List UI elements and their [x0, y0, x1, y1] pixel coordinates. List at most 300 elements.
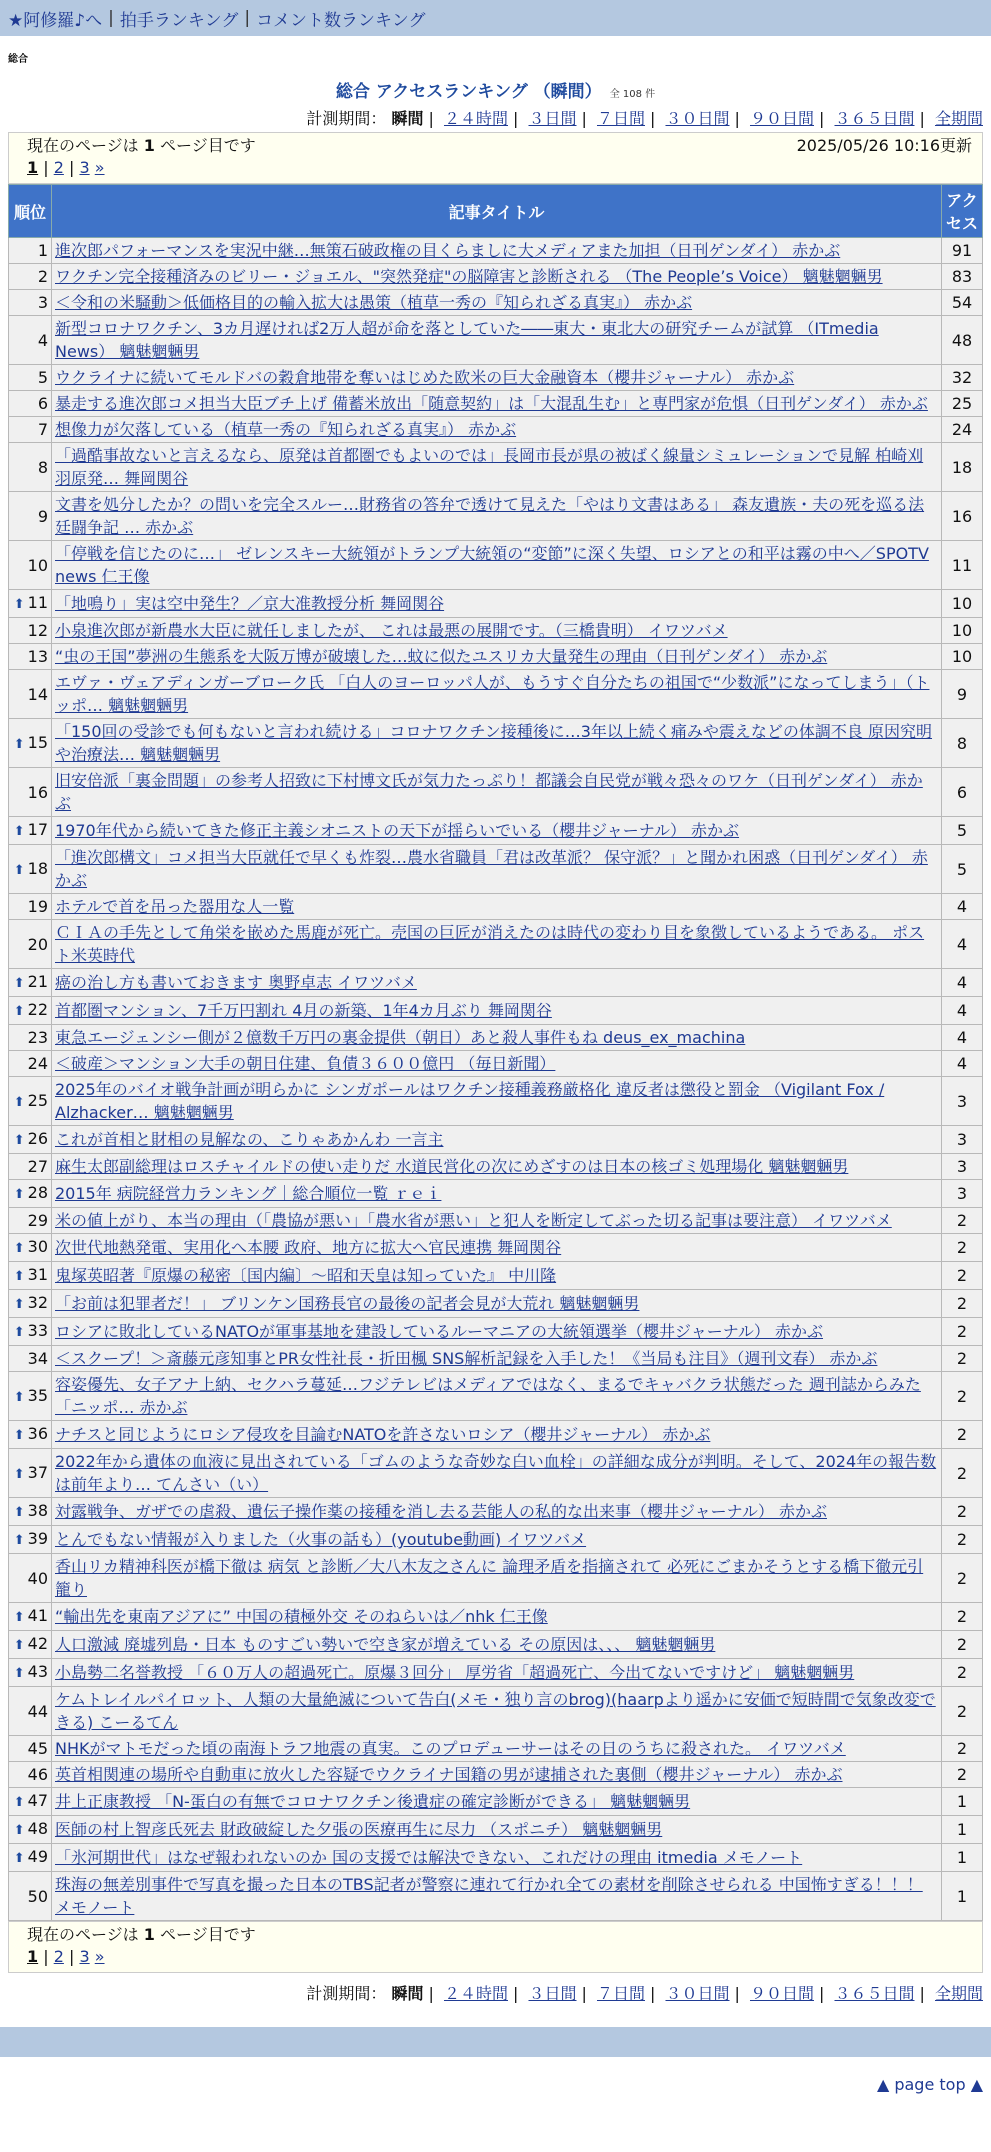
access-count: 2	[942, 1234, 983, 1262]
rank-number: 4	[37, 330, 48, 350]
rank-number: 20	[27, 934, 48, 954]
access-count: 18	[942, 443, 983, 492]
article-link[interactable]: ナチスと同じようにロシア侵攻を目論むNATOを許さないロシア（櫻井ジャーナル） 赤かぶ	[55, 1425, 711, 1444]
title-cell	[52, 541, 942, 590]
rank-cell	[9, 719, 52, 768]
rank-number: 27	[27, 1157, 48, 1176]
rank-up-arrow-icon: ⬆	[13, 1795, 25, 1810]
table-row	[9, 264, 983, 290]
rank-up-arrow-icon: ⬆	[13, 1094, 25, 1110]
rank-number: 3	[37, 293, 48, 312]
access-count: 3	[942, 1126, 983, 1154]
title-cell	[52, 768, 942, 817]
article-link[interactable]: ロシアに敗北しているNATOが軍事基地を建設しているルーマニアの大統領選挙（櫻井ジャーナル） 赤かぶ	[55, 1322, 824, 1341]
access-count: 1	[942, 1872, 983, 1921]
page-indicator: 現在のページは 1 ページ目です	[27, 136, 256, 155]
home-link[interactable]: ★阿修羅♪へ	[8, 10, 103, 31]
access-count: 2	[942, 1372, 983, 1421]
rank-number: 29	[27, 1211, 48, 1230]
rank-number: 25	[27, 1090, 48, 1110]
page-1-current: 1	[27, 158, 39, 177]
period-all-link[interactable]: 全期間	[934, 109, 983, 128]
rank-cell	[9, 1526, 52, 1554]
pager-top	[8, 132, 983, 184]
table-row	[9, 1762, 983, 1788]
rank-cell	[9, 1180, 52, 1208]
rank-up-arrow-icon: ⬆	[13, 1466, 25, 1482]
title-cell	[52, 1736, 942, 1762]
period-selector-bottom: 計測期間： 瞬間 | ２４時間 | ３日間 | ７日間 | ３０日間 | ９０日間 | ３６５日間 | 全期間	[306, 1984, 983, 2003]
table-row	[9, 670, 983, 719]
article-link[interactable]: これが首相と財相の見解なの、こりゃあかんわ 一言主	[55, 1130, 444, 1149]
access-count: 2	[942, 1208, 983, 1234]
rank-number: 28	[27, 1183, 48, 1202]
rank-cell	[9, 316, 52, 365]
table-row	[9, 920, 983, 969]
access-count: 2	[942, 1449, 983, 1498]
rank-number: 13	[27, 647, 48, 666]
article-link[interactable]: 「150回の受診でも何もないと言われ続ける」コロナワクチン接種後に…3年以上続く痛みや震えなどの体調不良 原因究明や治療法… 魑魅魍魎男	[55, 722, 933, 764]
rank-cell	[9, 492, 52, 541]
rank-cell	[9, 365, 52, 391]
period-selector-top: 計測期間： 瞬間 | ２４時間 | ３日間 | ７日間 | ３０日間 | ９０日間 | ３６５日間 | 全期間	[306, 109, 983, 128]
rank-number: 50	[27, 1886, 48, 1906]
table-row	[9, 618, 983, 644]
title-cell	[52, 1372, 942, 1421]
table-row	[9, 492, 983, 541]
header-access: アクセス	[942, 185, 983, 238]
access-count: 8	[942, 719, 983, 768]
article-link[interactable]: 進次郎パフォーマンスを実況中継…無策石破政権の目くらましに大メディアまた加担（日刊ゲンダイ） 赤かぶ	[55, 241, 841, 260]
title-cell	[52, 1421, 942, 1449]
rank-cell	[9, 1788, 52, 1816]
rank-cell	[9, 894, 52, 920]
table-row	[9, 817, 983, 845]
rank-number: 45	[27, 1739, 48, 1758]
next-page-link[interactable]: »	[94, 1947, 105, 1966]
access-count: 54	[942, 290, 983, 316]
title-cell	[52, 1318, 942, 1346]
access-count: 5	[942, 817, 983, 845]
breadcrumb: 総合	[8, 54, 28, 65]
table-row	[9, 1788, 983, 1816]
title-cell	[52, 492, 942, 541]
page-2-link[interactable]: 2	[53, 1947, 64, 1966]
ranking-table-body	[9, 238, 983, 1921]
article-link[interactable]: ケムトレイルパイロット、人類の大量絶滅について告白(メモ・独り言のbrog)(haarpより遥かに安価で短時間で気象改変できる) こーるてん	[55, 1690, 936, 1732]
title-cell	[52, 920, 942, 969]
table-row	[9, 290, 983, 316]
article-link[interactable]: 「地鳴り」実は空中発生？／京大准教授分析 舞岡関谷	[55, 594, 445, 613]
title-cell	[52, 1526, 942, 1554]
access-count: 2	[942, 1421, 983, 1449]
table-row	[9, 443, 983, 492]
access-count: 1	[942, 1844, 983, 1872]
title-cell	[52, 1234, 942, 1262]
article-link[interactable]: 容姿優先、女子アナ上納、セクハラ蔓延…フジテレビはメディアではなく、まるでキャバクラ状態だった 週刊誌からみた「ニッポ… 赤かぶ	[55, 1375, 921, 1417]
period-24h-link[interactable]: ２４時間	[443, 1984, 508, 2003]
table-row	[9, 1421, 983, 1449]
article-link[interactable]: ＜破産＞マンション大手の朝日住建、負債３６００億円 （毎日新聞）	[55, 1054, 556, 1073]
article-link[interactable]: 「氷河期世代」はなぜ報われないのか 国の支援では解決できない、これだけの理由 itmedia メモノート	[55, 1848, 803, 1867]
rank-cell	[9, 1659, 52, 1687]
header-rank: 順位	[9, 185, 52, 238]
rank-number: 37	[27, 1462, 48, 1482]
rank-number: 14	[27, 684, 48, 704]
title-cell	[52, 1498, 942, 1526]
title-cell	[52, 817, 942, 845]
period-label: 計測期間：	[306, 1984, 387, 2003]
rank-number: 16	[27, 782, 48, 802]
access-count: 2	[942, 1346, 983, 1372]
article-link[interactable]: とんでもない情報が入りました（火事の話も）(youtube動画) イワツバメ	[55, 1530, 587, 1549]
article-link[interactable]: 1970年代から続いてきた修正主義シオニストの天下が揺らいでいる（櫻井ジャーナル） 赤かぶ	[55, 821, 740, 840]
period-3d-link[interactable]: ３日間	[528, 109, 577, 128]
title-cell	[52, 644, 942, 670]
rank-cell	[9, 817, 52, 845]
rank-number: 35	[27, 1385, 48, 1405]
article-link[interactable]: 米の値上がり、本当の理由（「農協が悪い」「農水省が悪い」と犯人を断定してぶった切る記事は要注意） イワツバメ	[55, 1211, 892, 1230]
access-count: 1	[942, 1816, 983, 1844]
access-count: 16	[942, 492, 983, 541]
title-cell	[52, 1449, 942, 1498]
rank-cell	[9, 1421, 52, 1449]
rank-number: 23	[27, 1028, 48, 1047]
page-title-text: 総合 アクセスランキング （瞬間）	[335, 82, 602, 102]
article-link[interactable]: 旧安倍派「裏金問題」の参考人招致に下村博文氏が気力たっぷり！都議会自民党が戦々恐々のワケ（日刊ゲンダイ） 赤かぶ	[55, 771, 923, 813]
rank-number: 2	[37, 267, 48, 286]
header-title: 記事タイトル	[52, 185, 942, 238]
table-row	[9, 1290, 983, 1318]
table-row	[9, 1631, 983, 1659]
article-link[interactable]: 東急エージェンシー側が２億数千万円の裏金提供（朝日）あと殺人事件もね deus_ex_machina	[55, 1028, 746, 1047]
rank-cell	[9, 1208, 52, 1234]
access-count: 2	[942, 1290, 983, 1318]
rank-up-arrow-icon: ⬆	[13, 862, 25, 878]
rank-cell	[9, 969, 52, 997]
article-link[interactable]: 医師の村上智彦氏死去 財政破綻した夕張の医療再生に尽力 （スポニチ） 魑魅魍魎男	[55, 1820, 663, 1839]
title-cell	[52, 618, 942, 644]
article-link[interactable]: エヴァ・ヴェアディンガーブローク氏 「白人のヨーロッパ人が、もうすぐ自分たちの祖国で“少数派”になってしまう」（トッポ… 魑魅魍魎男	[55, 673, 930, 715]
page-title	[8, 77, 983, 102]
title-cell	[52, 365, 942, 391]
rank-up-arrow-icon: ⬆	[13, 1297, 25, 1312]
table-row	[9, 1051, 983, 1077]
rank-cell	[9, 768, 52, 817]
article-link[interactable]: 2022年から遺体の血液に見出されている「ゴムのような奇妙な白い血栓」の詳細な成分が判明。そして、2024年の報告数は前年より… てんさい（い）	[55, 1452, 937, 1494]
pagination: 1 | 2 | 3 »	[27, 158, 105, 177]
table-row	[9, 1687, 983, 1736]
table-row	[9, 417, 983, 443]
access-count: 6	[942, 768, 983, 817]
article-link[interactable]: 文書を処分したか？の問いを完全スルー…財務省の答弁で透けて見えた「やはり文書はある」 森友遺族・夫の死を巡る法廷闘争記 … 赤かぶ	[55, 495, 925, 537]
rank-cell	[9, 845, 52, 894]
page-top-link[interactable]: ▲ page top ▲	[876, 2075, 983, 2094]
article-link[interactable]: ＣＩＡの手先として角栄を嵌めた馬鹿が死亡。売国の巨匠が消えたのは時代の変わり目を象徴しているようである。 ポスト米英時代	[55, 923, 925, 965]
rank-cell	[9, 618, 52, 644]
table-row	[9, 238, 983, 264]
title-cell	[52, 1180, 942, 1208]
title-cell	[52, 1346, 942, 1372]
table-row	[9, 997, 983, 1025]
access-count: 83	[942, 264, 983, 290]
nav-separator: |	[108, 8, 114, 28]
rank-cell	[9, 1449, 52, 1498]
article-link[interactable]: 「停戦を信じたのに…」 ゼレンスキー大統領がトランプ大統領の“変節”に深く失望、ロシアとの和平は霧の中へ／SPOTV news 仁王像	[55, 544, 929, 586]
table-row	[9, 1526, 983, 1554]
rank-number: 49	[27, 1847, 48, 1866]
title-cell	[52, 969, 942, 997]
rank-cell	[9, 590, 52, 618]
applause-ranking-link[interactable]: 拍手ランキング	[119, 10, 239, 31]
period-24h-link[interactable]: ２４時間	[443, 109, 508, 128]
article-link[interactable]: 暴走する進次郎コメ担当大臣ブチ上げ 備蓄米放出「随意契約」は「大混乱生む」と専門家が危惧（日刊ゲンダイ） 赤かぶ	[55, 394, 928, 413]
access-count: 2	[942, 1631, 983, 1659]
rank-number: 18	[27, 858, 48, 878]
rank-number: 12	[27, 621, 48, 640]
article-link[interactable]: ＜令和の米騒動＞低価格目的の輸入拡大は愚策（植草一秀の『知られざる真実』） 赤かぶ	[55, 293, 693, 312]
rank-up-arrow-icon: ⬆	[13, 1133, 25, 1148]
page-indicator-bottom: 現在のページは 1 ページ目です	[27, 1925, 256, 1944]
rank-number: 21	[27, 972, 48, 991]
title-cell	[52, 1687, 942, 1736]
page-2-link[interactable]: 2	[53, 158, 64, 177]
access-count: 11	[942, 541, 983, 590]
access-count: 48	[942, 316, 983, 365]
rank-cell	[9, 1762, 52, 1788]
article-link[interactable]: 小泉進次郎が新農水大臣に就任しましたが、 これは最悪の展開です。（三橋貴明） イワツバメ	[55, 621, 728, 640]
access-count: 2	[942, 1498, 983, 1526]
rank-number: 47	[27, 1791, 48, 1810]
table-row	[9, 969, 983, 997]
access-count: 2	[942, 1762, 983, 1788]
top-navigation-bar	[0, 0, 991, 36]
article-link[interactable]: 人口激減 廃墟列島・日本 ものすごい勢いで空き家が増えている その原因は、、、 魑魅魍魎男	[55, 1635, 716, 1654]
title-cell	[52, 1208, 942, 1234]
access-count: 10	[942, 644, 983, 670]
period-7d-link[interactable]: ７日間	[596, 1984, 645, 2003]
article-link[interactable]: 「お前は犯罪者だ！」 ブリンケン国務長官の最後の記者会見が大荒れ 魑魅魍魎男	[55, 1294, 640, 1313]
table-row	[9, 1180, 983, 1208]
article-link[interactable]: 「進次郎構文」コメ担当大臣就任で早くも炸裂…農水省職員「君は改革派？ 保守派？」と聞かれ困惑（日刊ゲンダイ） 赤かぶ	[55, 848, 928, 890]
table-row	[9, 365, 983, 391]
rank-cell	[9, 1051, 52, 1077]
rank-cell	[9, 290, 52, 316]
access-count: 2	[942, 1659, 983, 1687]
table-row	[9, 1449, 983, 1498]
rank-cell	[9, 1872, 52, 1921]
table-row	[9, 1077, 983, 1126]
rank-up-arrow-icon: ⬆	[13, 1269, 25, 1284]
table-row	[9, 1603, 983, 1631]
rank-number: 19	[27, 897, 48, 916]
table-row	[9, 1844, 983, 1872]
page-3-link[interactable]: 3	[79, 158, 90, 177]
article-link[interactable]: 想像力が欠落している（植草一秀の『知られざる真実』） 赤かぶ	[55, 420, 517, 439]
nav-separator: |	[244, 8, 251, 28]
rank-up-arrow-icon: ⬆	[13, 1610, 25, 1625]
page-top	[0, 2075, 991, 2094]
article-link[interactable]: 鬼塚英昭著『原爆の秘密〔国内編〕～昭和天皇は知っていた』 中川隆	[55, 1266, 557, 1285]
table-row	[9, 1659, 983, 1687]
rank-number: 15	[27, 732, 48, 752]
article-link[interactable]: 対露戦争、ガザでの虐殺、遺伝子操作薬の接種を消し去る芸能人の私的な出来事（櫻井ジャーナル） 赤かぶ	[55, 1502, 827, 1521]
table-row	[9, 719, 983, 768]
table-row	[9, 845, 983, 894]
rank-cell	[9, 644, 52, 670]
access-count: 4	[942, 1051, 983, 1077]
rank-number: 44	[27, 1701, 48, 1721]
title-cell	[52, 1126, 942, 1154]
rank-cell	[9, 264, 52, 290]
comment-ranking-link[interactable]: コメント数ランキング	[256, 10, 426, 31]
rank-up-arrow-icon: ⬆	[13, 1389, 25, 1405]
rank-number: 9	[37, 506, 48, 526]
item-count: 全 108 件	[609, 89, 656, 100]
rank-number: 8	[37, 457, 48, 477]
table-row	[9, 391, 983, 417]
article-link[interactable]: 「過酷事故ないと言えるなら、原発は首都圏でもよいのでは」長岡市長が県の被ばく線量シミュレーションで見解 柏崎刈羽原発… 舞岡関谷	[55, 446, 924, 488]
rank-number: 46	[27, 1765, 48, 1784]
access-count: 2	[942, 1736, 983, 1762]
rank-number: 22	[27, 1000, 48, 1019]
article-link[interactable]: “虫の王国”夢洲の生態系を大阪万博が破壊した…蚊に似たユスリカ大量発生の理由（日刊ゲンダイ） 赤かぶ	[55, 647, 828, 666]
period-3d-link[interactable]: ３日間	[528, 1984, 577, 2003]
rank-number: 32	[27, 1293, 48, 1312]
period-365d-link[interactable]: ３６５日間	[834, 1984, 915, 2003]
access-count: 4	[942, 894, 983, 920]
title-cell	[52, 417, 942, 443]
title-cell	[52, 719, 942, 768]
next-page-link[interactable]: »	[94, 158, 105, 177]
rank-number: 34	[27, 1349, 48, 1368]
article-link[interactable]: ワクチン完全接種済みのビリー・ジョエル、"突然発症"の脳障害と診断される （The People’s Voice） 魑魅魍魎男	[55, 267, 883, 286]
title-cell	[52, 1631, 942, 1659]
article-link[interactable]: 井上正康教授 「N-蛋白の有無でコロナワクチン後遺症の確定診断ができる」 魑魅魍魎男	[55, 1792, 691, 1811]
table-row	[9, 1498, 983, 1526]
rank-cell	[9, 670, 52, 719]
title-cell	[52, 1262, 942, 1290]
rank-cell	[9, 1687, 52, 1736]
rank-cell	[9, 1498, 52, 1526]
rank-up-arrow-icon: ⬆	[13, 1851, 25, 1866]
rank-number: 31	[27, 1265, 48, 1284]
access-count: 9	[942, 670, 983, 719]
title-cell	[52, 443, 942, 492]
title-cell	[52, 1077, 942, 1126]
title-cell	[52, 1816, 942, 1844]
article-link[interactable]: 英首相関連の場所や自動車に放火した容疑でウクライナ国籍の男が逮捕された裏側（櫻井ジャーナル） 赤かぶ	[55, 1765, 843, 1784]
table-row	[9, 1318, 983, 1346]
article-link[interactable]: 2015年 病院経営力ランキング｜総合順位一覧 ｒｅｉ	[55, 1184, 442, 1203]
title-cell	[52, 845, 942, 894]
rank-cell	[9, 997, 52, 1025]
period-30d-link[interactable]: ３０日間	[665, 1984, 730, 2003]
title-cell	[52, 1844, 942, 1872]
rank-up-arrow-icon: ⬆	[13, 1638, 25, 1653]
period-30d-link[interactable]: ３０日間	[665, 109, 730, 128]
period-all-link[interactable]: 全期間	[934, 1984, 983, 2003]
access-count: 2	[942, 1526, 983, 1554]
article-link[interactable]: ウクライナに続いてモルドバの穀倉地帯を奪いはじめた欧米の巨大金融資本（櫻井ジャーナル） 赤かぶ	[55, 368, 795, 387]
title-cell	[52, 1554, 942, 1603]
rank-number: 11	[27, 593, 48, 612]
article-link[interactable]: NHKがマトモだった頃の南海トラフ地震の真実。このプロデューサーはその日のうちに殺された。 イワツバメ	[55, 1739, 846, 1758]
title-cell	[52, 290, 942, 316]
rank-cell	[9, 920, 52, 969]
article-link[interactable]: 珠海の無差別事件で写真を撮った日本のTBS記者が警察に連れて行かれ全ての素材を削除させられる 中国怖すぎる！！！ メモノート	[55, 1875, 923, 1917]
period-365d-link[interactable]: ３６５日間	[834, 109, 915, 128]
access-count: 10	[942, 590, 983, 618]
title-cell	[52, 1872, 942, 1921]
access-count: 4	[942, 997, 983, 1025]
access-count: 3	[942, 1154, 983, 1180]
table-row	[9, 1816, 983, 1844]
article-link[interactable]: 小島勢二名誉教授 「６０万人の超過死亡。原爆３回分」 厚労省「超過死亡、今出てないですけど」 魑魅魍魎男	[55, 1663, 855, 1682]
pagination-bottom: 1 | 2 | 3 »	[27, 1947, 105, 1966]
rank-cell	[9, 391, 52, 417]
rank-up-arrow-icon: ⬆	[13, 824, 25, 839]
table-row	[9, 1025, 983, 1051]
article-link[interactable]: “輸出先を東南アジアに” 中国の積極外交 そのねらいは／nhk 仁王像	[55, 1607, 548, 1626]
period-90d-link[interactable]: ９０日間	[749, 109, 814, 128]
rank-cell	[9, 1262, 52, 1290]
rank-up-arrow-icon: ⬆	[13, 1325, 25, 1340]
title-cell	[52, 1051, 942, 1077]
rank-up-arrow-icon: ⬆	[13, 1505, 25, 1520]
rank-cell	[9, 1234, 52, 1262]
rank-cell	[9, 1077, 52, 1126]
rank-number: 38	[27, 1501, 48, 1520]
article-link[interactable]: 癌の治し方も書いておきます 奥野卓志 イワツバメ	[55, 973, 417, 992]
rank-number: 6	[37, 394, 48, 413]
period-90d-link[interactable]: ９０日間	[749, 1984, 814, 2003]
article-link[interactable]: 新型コロナワクチン、3カ月遅ければ2万人超が命を落としていた――東大・東北大の研究チームが試算 （ITmedia News） 魑魅魍魎男	[55, 319, 879, 361]
title-cell	[52, 1603, 942, 1631]
table-row	[9, 541, 983, 590]
access-count: 2	[942, 1603, 983, 1631]
period-current: 瞬間	[391, 109, 424, 128]
article-link[interactable]: 次世代地熱発電、実用化へ本腰 政府、地方に拡大へ官民連携 舞岡関谷	[55, 1238, 562, 1257]
article-link[interactable]: ＜スクープ！＞斎藤元彦知事とPR女性社長・折田楓 SNS解析記録を入手した！《当局も注目》（週刊文春） 赤かぶ	[55, 1349, 878, 1368]
access-count: 3	[942, 1180, 983, 1208]
access-count: 3	[942, 1077, 983, 1126]
article-link[interactable]: 首都圏マンション、7千万円割れ 4月の新築、1年4カ月ぶり 舞岡関谷	[55, 1001, 552, 1020]
access-count: 24	[942, 417, 983, 443]
table-row	[9, 316, 983, 365]
title-cell	[52, 997, 942, 1025]
ranking-table	[8, 184, 983, 1921]
article-link[interactable]: 麻生太郎副総理はロスチャイルドの使い走りだ 水道民営化の次にめざすのは日本の核ゴミ処理場化 魑魅魍魎男	[55, 1157, 849, 1176]
table-row	[9, 1872, 983, 1921]
article-link[interactable]: 2025年のバイオ戦争計画が明らかに シンガポールはワクチン接種義務厳格化 違反者は懲役と罰金 （Vigilant Fox / Alzhacker… 魑魅魍魎男	[55, 1080, 885, 1122]
rank-cell	[9, 541, 52, 590]
access-count: 2	[942, 1318, 983, 1346]
page-1-current: 1	[27, 1947, 39, 1966]
rank-number: 36	[27, 1424, 48, 1443]
article-link[interactable]: 香山リカ精神科医が橋下徹は 病気 と診断／大八木友之さんに 論理矛盾を指摘されて 必死にごまかそうとする橋下徹元引籠り	[55, 1557, 924, 1599]
footer-bar	[0, 2027, 991, 2057]
rank-number: 7	[37, 420, 48, 439]
rank-cell	[9, 238, 52, 264]
page-3-link[interactable]: 3	[79, 1947, 90, 1966]
access-count: 91	[942, 238, 983, 264]
period-7d-link[interactable]: ７日間	[596, 109, 645, 128]
rank-number: 40	[27, 1568, 48, 1588]
article-link[interactable]: ホテルで首を吊った器用な人一覧	[55, 897, 295, 916]
rank-up-arrow-icon: ⬆	[13, 1241, 25, 1256]
rank-up-arrow-icon: ⬆	[13, 1823, 25, 1838]
